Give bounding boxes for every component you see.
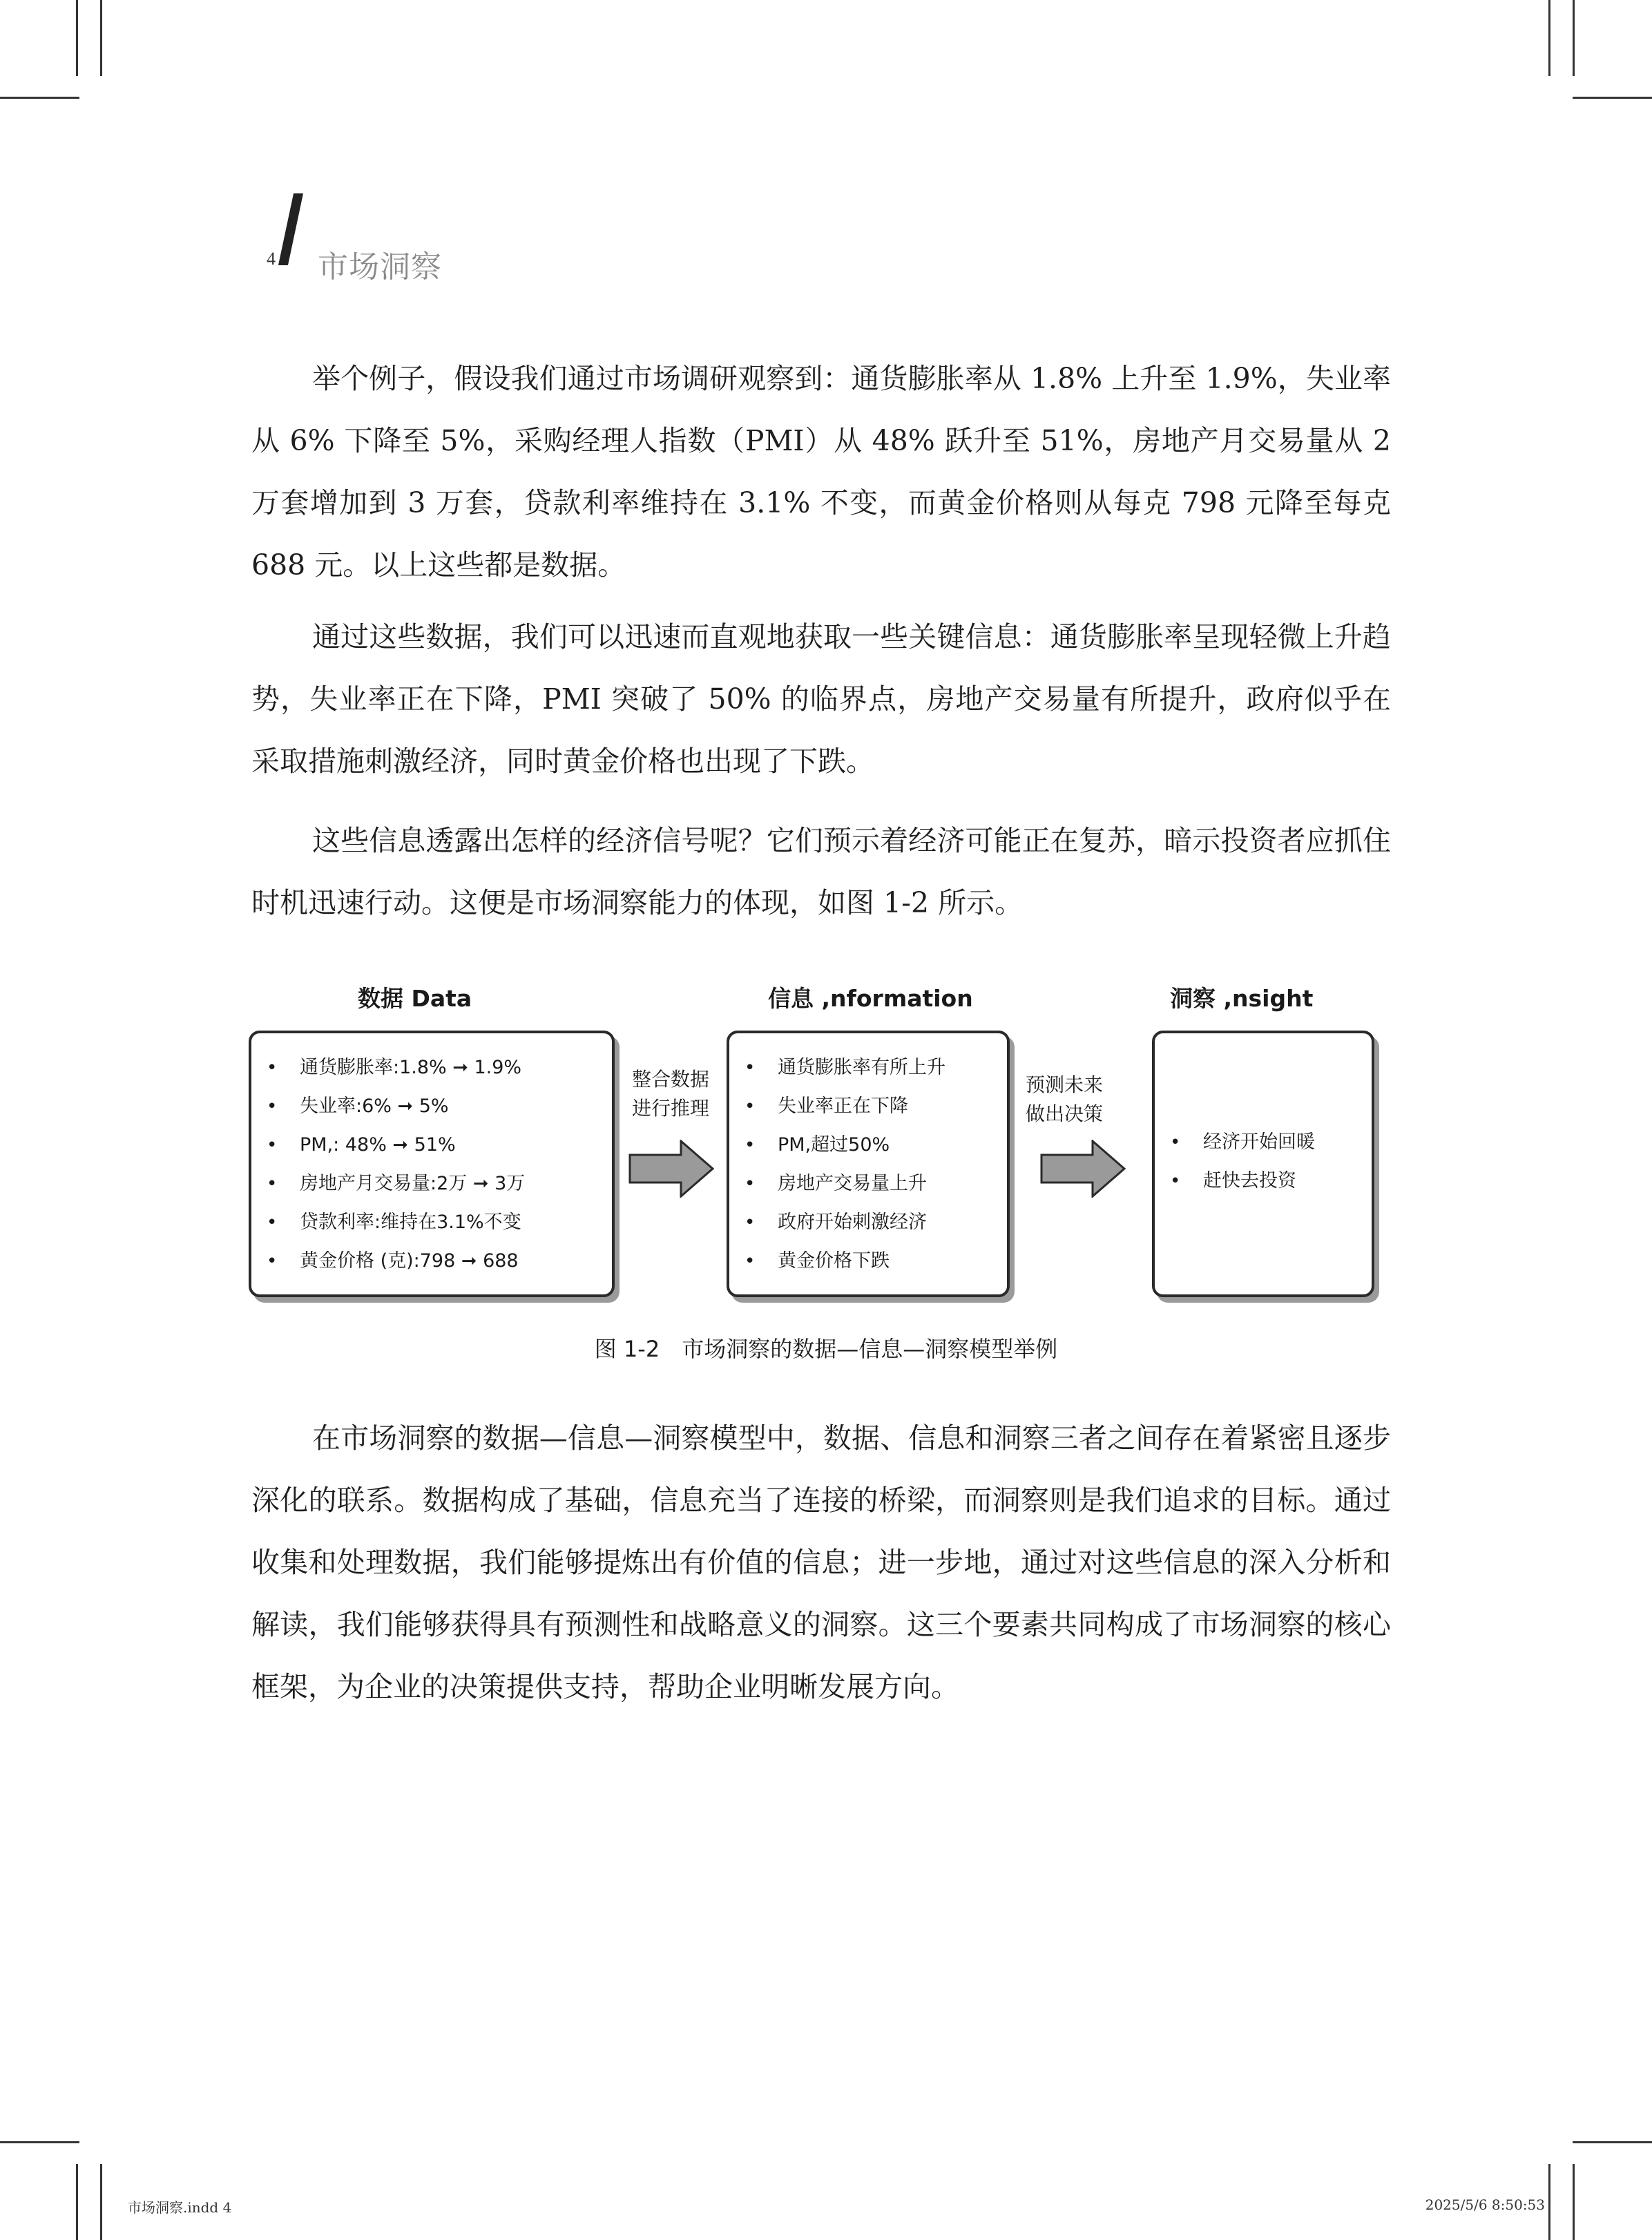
figure-caption: 图 1-2 市场洞察的数据—信息—洞察模型举例 — [594, 1336, 1058, 1362]
information-column-title: 信息 ,nformation — [768, 985, 973, 1012]
information-box — [727, 1031, 1010, 1297]
right-arrow-icon — [628, 1140, 714, 1198]
crop-mark — [0, 2141, 79, 2143]
arrow-2-shape — [1041, 1141, 1124, 1196]
data-item: • 通货膨胀率:1.8% ➞ 1.9% — [251, 1049, 612, 1087]
figure-1-2 — [249, 967, 1381, 1354]
paragraph-1: 举个例子，假设我们通过市场调研观察到：通货膨胀率从 1.8% 上升至 1.9%，失业率从 6% 下降至 5%，采购经理人指数（PMI）从 48% 跃升至 51%，房地产月交易量从 2 万套增加到 3 万套，贷款利率维持在 3.1% 不变，而黄金价格则从每克 798 元降至每克 688 元。以上这些都是数据。 — [251, 362, 1391, 582]
insight-column-title: 洞察 ,nsight — [1170, 985, 1314, 1012]
insight-box — [1152, 1031, 1374, 1297]
right-arrow-icon — [1040, 1140, 1126, 1198]
information-item: • 失业率正在下降 — [729, 1087, 1007, 1126]
data-column-title: 数据 Data — [358, 985, 472, 1012]
section-title: 市场洞察 — [318, 249, 442, 285]
header-slash-decoration — [278, 193, 303, 265]
data-item: • PM,: 48% ➞ 51% — [251, 1126, 612, 1165]
paragraph-4: 在市场洞察的数据—信息—洞察模型中，数据、信息和洞察三者之间存在着紧密且逐步深化的联系。数据构成了基础，信息充当了连接的桥梁，而洞察则是我们追求的目标。通过收集和处理数据，我们能够提炼出有价值的信息；进一步地，通过对这些信息的深入分析和解读，我们能够获得具有预测性和战略意义的洞察。这三个要素共同构成了市场洞察的核心框架，为企业的决策提供支持，帮助企业明晰发展方向。 — [251, 1421, 1391, 1703]
footer-timestamp: 2025/5/6 8:50:53 — [1425, 2196, 1545, 2213]
information-item: • 政府开始刺激经济 — [729, 1203, 1007, 1242]
crop-mark — [1573, 2164, 1575, 2240]
paragraph-2: 通过这些数据，我们可以迅速而直观地获取一些关键信息：通货膨胀率呈现轻微上升趋势，失业率正在下降，PMI 突破了 50% 的临界点，房地产交易量有所提升，政府似乎在采取措施刺激经济，同时黄金价格也出现了下跌。 — [251, 620, 1391, 778]
data-box — [249, 1031, 615, 1297]
insight-item: • 经济开始回暖 — [1155, 1123, 1372, 1162]
footer-file-name: 市场洞察.indd 4 — [128, 2199, 232, 2216]
crop-mark — [1573, 2141, 1652, 2143]
arrow-2-label-line: 做出决策 — [1025, 1102, 1103, 1125]
page-number: 4 — [267, 249, 276, 269]
insight-item: • 赶快去投资 — [1155, 1162, 1372, 1200]
arrow-1-label-line: 整合数据 — [631, 1068, 709, 1091]
data-item: • 失业率:6% ➞ 5% — [251, 1087, 612, 1126]
data-item: • 房地产月交易量:2万 ➞ 3万 — [251, 1165, 612, 1203]
information-item: • 黄金价格下跌 — [729, 1242, 1007, 1281]
paragraph-3: 这些信息透露出怎样的经济信号呢？它们预示着经济可能正在复苏，暗示投资者应抓住时机迅速行动。这便是市场洞察能力的体现，如图 1-2 所示。 — [251, 824, 1391, 919]
information-item: • PM,超过50% — [729, 1126, 1007, 1165]
arrow-1-label — [626, 1065, 715, 1123]
crop-mark — [100, 0, 102, 76]
arrow-1-shape — [630, 1141, 713, 1196]
crop-mark — [0, 97, 79, 99]
information-item: • 通货膨胀率有所上升 — [729, 1049, 1007, 1087]
arrow-2-label — [1019, 1071, 1109, 1129]
crop-mark — [100, 2164, 102, 2240]
crop-mark — [76, 2164, 78, 2240]
arrow-2-label-line: 预测未来 — [1025, 1073, 1103, 1096]
data-item: • 贷款利率:维持在3.1%不变 — [251, 1203, 612, 1242]
crop-mark — [1548, 0, 1550, 76]
data-item: • 黄金价格 (克):798 ➞ 688 — [251, 1242, 612, 1281]
crop-mark — [1573, 0, 1575, 76]
arrow-1-label-line: 进行推理 — [631, 1097, 709, 1120]
information-item: • 房地产交易量上升 — [729, 1165, 1007, 1203]
crop-mark — [1548, 2164, 1550, 2240]
crop-mark — [1573, 97, 1652, 99]
crop-mark — [76, 0, 78, 76]
